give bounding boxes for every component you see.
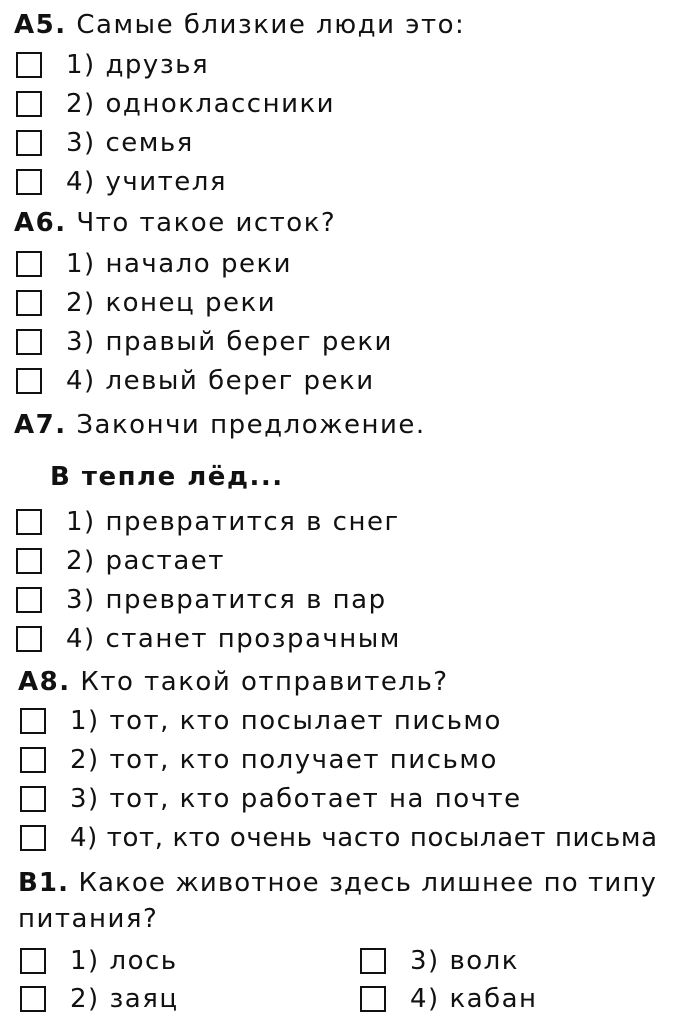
option-b1-1[interactable]: [20, 946, 178, 976]
option-a5-1[interactable]: [16, 50, 209, 80]
option-label: 3) волк: [410, 946, 520, 976]
option-a8-2[interactable]: [20, 745, 498, 775]
option-label: 4) кабан: [410, 984, 538, 1014]
option-a7-1[interactable]: [16, 507, 400, 537]
option-b1-3[interactable]: [360, 946, 519, 976]
answer-checkbox[interactable]: [20, 986, 46, 1012]
answer-checkbox[interactable]: [16, 329, 42, 355]
option-label: 4) станет прозрачным: [66, 624, 401, 654]
option-a7-3[interactable]: [16, 585, 387, 615]
question-number: А6.: [14, 208, 67, 238]
option-label: 3) семья: [66, 128, 194, 158]
option-a8-4[interactable]: [20, 823, 658, 853]
option-b1-4[interactable]: [360, 984, 538, 1014]
answer-checkbox[interactable]: [20, 825, 46, 851]
option-a5-3[interactable]: [16, 128, 194, 158]
option-label: 2) заяц: [70, 984, 179, 1014]
answer-checkbox[interactable]: [16, 587, 42, 613]
answer-checkbox[interactable]: [20, 708, 46, 734]
option-label: 4) учителя: [66, 167, 227, 197]
answer-checkbox[interactable]: [16, 52, 42, 78]
option-label: 3) превратится в пар: [66, 585, 387, 615]
option-a5-2[interactable]: [16, 89, 335, 119]
option-label: 2) конец реки: [66, 288, 277, 318]
question-text-continued: питания?: [18, 904, 159, 934]
question-text: Самые близкие люди это:: [76, 10, 466, 40]
option-label: 1) превратится в снег: [66, 507, 400, 537]
option-label: 1) лось: [70, 946, 178, 976]
answer-checkbox[interactable]: [16, 368, 42, 394]
answer-checkbox[interactable]: [16, 548, 42, 574]
option-a5-4[interactable]: [16, 167, 227, 197]
answer-checkbox[interactable]: [16, 251, 42, 277]
sentence-prompt: В тепле лёд...: [50, 462, 284, 492]
option-label: 1) друзья: [66, 50, 210, 80]
option-label: 4) тот, кто очень часто посылает письма: [70, 823, 658, 853]
question-number: А5.: [14, 10, 67, 40]
option-a6-3[interactable]: [16, 327, 393, 357]
question-a6: [14, 208, 336, 238]
question-text: Кто такой отправитель?: [80, 667, 449, 697]
option-label: 2) растает: [66, 546, 225, 576]
question-text: Что такое исток?: [76, 208, 337, 238]
question-number: В1.: [18, 868, 70, 898]
answer-checkbox[interactable]: [16, 169, 42, 195]
question-a5: [14, 10, 465, 40]
option-a6-4[interactable]: [16, 366, 375, 396]
question-a7: [14, 410, 426, 440]
option-label: 1) тот, кто посылает письмо: [70, 706, 502, 736]
question-number: А8.: [18, 667, 71, 697]
option-label: 2) одноклассники: [66, 89, 336, 119]
option-a8-1[interactable]: [20, 706, 502, 736]
question-number: А7.: [14, 410, 67, 440]
option-label: 2) тот, кто получает письмо: [70, 745, 498, 775]
option-label: 3) тот, кто работает на почте: [70, 784, 522, 814]
option-label: 1) начало реки: [66, 249, 293, 279]
option-label: 4) левый берег реки: [66, 366, 375, 396]
answer-checkbox[interactable]: [360, 986, 386, 1012]
question-text: Закончи предложение.: [76, 410, 426, 440]
option-a7-4[interactable]: [16, 624, 401, 654]
option-label: 3) правый берег реки: [66, 327, 393, 357]
option-a8-3[interactable]: [20, 784, 522, 814]
answer-checkbox[interactable]: [20, 948, 46, 974]
question-a8: [18, 667, 449, 697]
option-a6-2[interactable]: [16, 288, 276, 318]
answer-checkbox[interactable]: [360, 948, 386, 974]
answer-checkbox[interactable]: [20, 786, 46, 812]
answer-checkbox[interactable]: [16, 626, 42, 652]
answer-checkbox[interactable]: [16, 130, 42, 156]
question-b1: [18, 868, 657, 898]
answer-checkbox[interactable]: [20, 747, 46, 773]
option-a6-1[interactable]: [16, 249, 292, 279]
answer-checkbox[interactable]: [16, 290, 42, 316]
option-a7-2[interactable]: [16, 546, 225, 576]
answer-checkbox[interactable]: [16, 91, 42, 117]
option-b1-2[interactable]: [20, 984, 179, 1014]
answer-checkbox[interactable]: [16, 509, 42, 535]
question-text: Какое животное здесь лишнее по типу: [78, 868, 657, 898]
